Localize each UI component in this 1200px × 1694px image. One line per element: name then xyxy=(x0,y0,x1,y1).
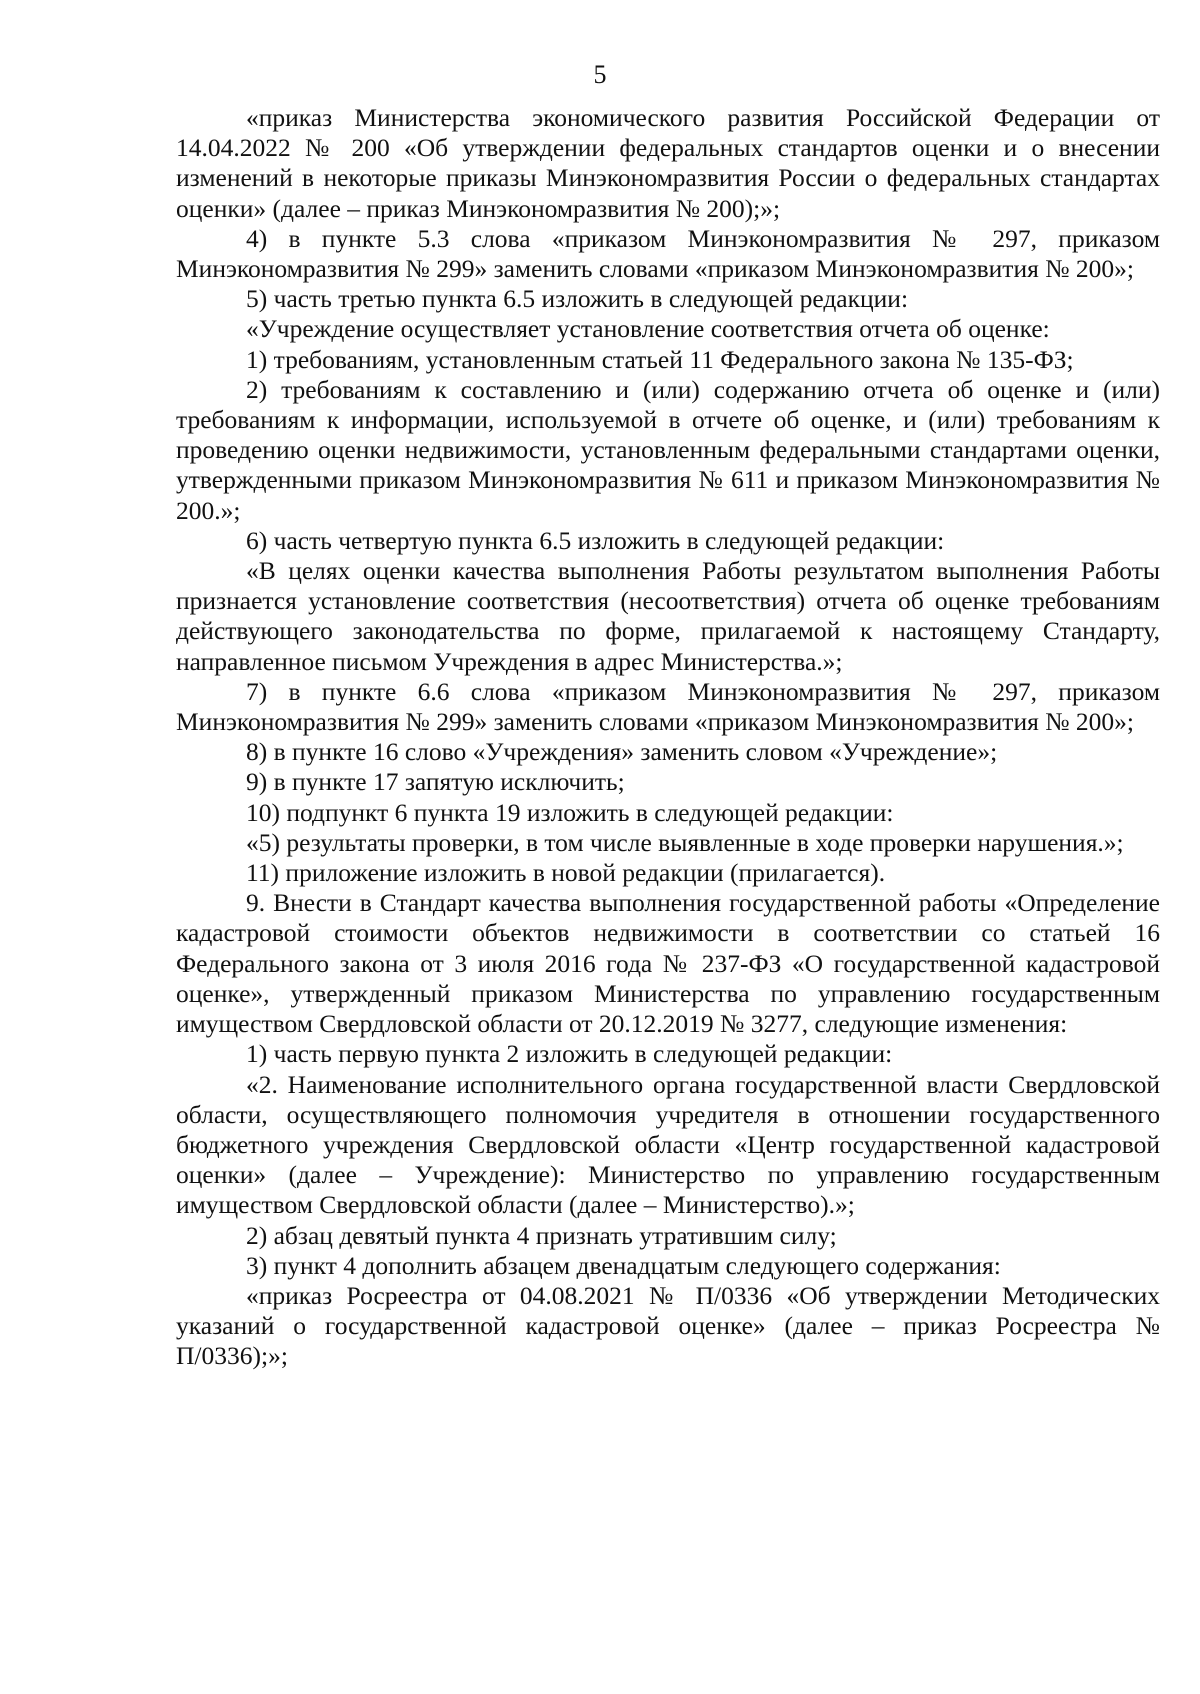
paragraph-19: 3) пункт 4 дополнить абзацем двенадцатым следующего содержания: xyxy=(246,1250,1001,1280)
paragraph-1: «приказ Министерства экономического развития Российской Федерации от 14.04.2022 № 200 «Об утверждении федеральных стандартов оценки и о внесении изменений в некоторые приказы Минэкономразвития России о федеральных стандартах оценки» (далее – приказ Минэкономразвития № 200);»; xyxy=(176,103,1160,223)
paragraph-16: 1) часть первую пункта 2 изложить в следующей редакции: xyxy=(246,1039,893,1069)
paragraph-13: «5) результаты проверки, в том числе выявленные в ходе проверки нарушения.»; xyxy=(246,827,1124,857)
document-body xyxy=(176,103,1160,1372)
paragraph-17: «2. Наименование исполнительного органа государственной власти Свердловской области, осуществляющего полномочия учредителя в отношении государственного бюджетного учреждения Свердловской области «Центр государственной кадастровой оценки» (далее – Учреждение): Министерство по управлению государственным имуществом Свердловской области (далее – Министерство).»; xyxy=(176,1069,1160,1220)
page-number: 5 xyxy=(593,60,607,89)
paragraph-14: 11) приложение изложить в новой редакции (прилагается). xyxy=(246,858,886,888)
paragraph-5: 1) требованиям, установленным статьей 11 Федерального закона № 135-ФЗ; xyxy=(246,344,1074,374)
paragraph-8: «В целях оценки качества выполнения Работы результатом выполнения Работы признается установление соответствия (несоответствия) отчета об оценке требованиям действующего законодательства по форме, прилагаемой к настоящему Стандарту, направленное письмом Учреждения в адрес Министерства.»; xyxy=(176,556,1160,676)
paragraph-11: 9) в пункте 17 запятую исключить; xyxy=(246,767,625,797)
paragraph-7: 6) часть четвертую пункта 6.5 изложить в следующей редакции: xyxy=(246,525,945,555)
paragraph-6: 2) требованиям к составлению и (или) содержанию отчета об оценке и (или) требованиям к информации, используемой в отчете об оценке, и (или) требованиям к проведению оценки недвижимости, установленным федеральными стандартами оценки, утвержденными приказом Минэкономразвития № 611 и приказом Минэкономразвития № 200.»; xyxy=(176,374,1160,525)
paragraph-3: 5) часть третью пункта 6.5 изложить в следующей редакции: xyxy=(246,284,909,314)
paragraph-2: 4) в пункте 5.3 слова «приказом Минэкономразвития № 297, приказом Минэкономразвития № 299» заменить словами «приказом Минэкономразвития № 200»; xyxy=(176,223,1160,284)
paragraph-18: 2) абзац девятый пункта 4 признать утратившим силу; xyxy=(246,1220,837,1250)
paragraph-15: 9. Внести в Стандарт качества выполнения государственной работы «Определение кадастровой стоимости объектов недвижимости в соответствии со статьей 16 Федерального закона от 3 июля 2016 года № 237-ФЗ «О государственной кадастровой оценке», утвержденный приказом Министерства по управлению государственным имуществом Свердловской области от 20.12.2019 № 3277, следующие изменения: xyxy=(176,888,1160,1039)
paragraph-20: «приказ Росреестра от 04.08.2021 № П/0336 «Об утверждении Методических указаний о государственной кадастровой оценке» (далее – приказ Росреестра № П/0336);»; xyxy=(176,1280,1160,1371)
paragraph-4: «Учреждение осуществляет установление соответствия отчета об оценке: xyxy=(246,314,1050,344)
paragraph-12: 10) подпункт 6 пункта 19 изложить в следующей редакции: xyxy=(246,797,894,827)
paragraph-9: 7) в пункте 6.6 слова «приказом Минэкономразвития № 297, приказом Минэкономразвития № 299» заменить словами «приказом Минэкономразвития № 200»; xyxy=(176,676,1160,737)
paragraph-10: 8) в пункте 16 слово «Учреждения» заменить словом «Учреждение»; xyxy=(246,737,998,767)
